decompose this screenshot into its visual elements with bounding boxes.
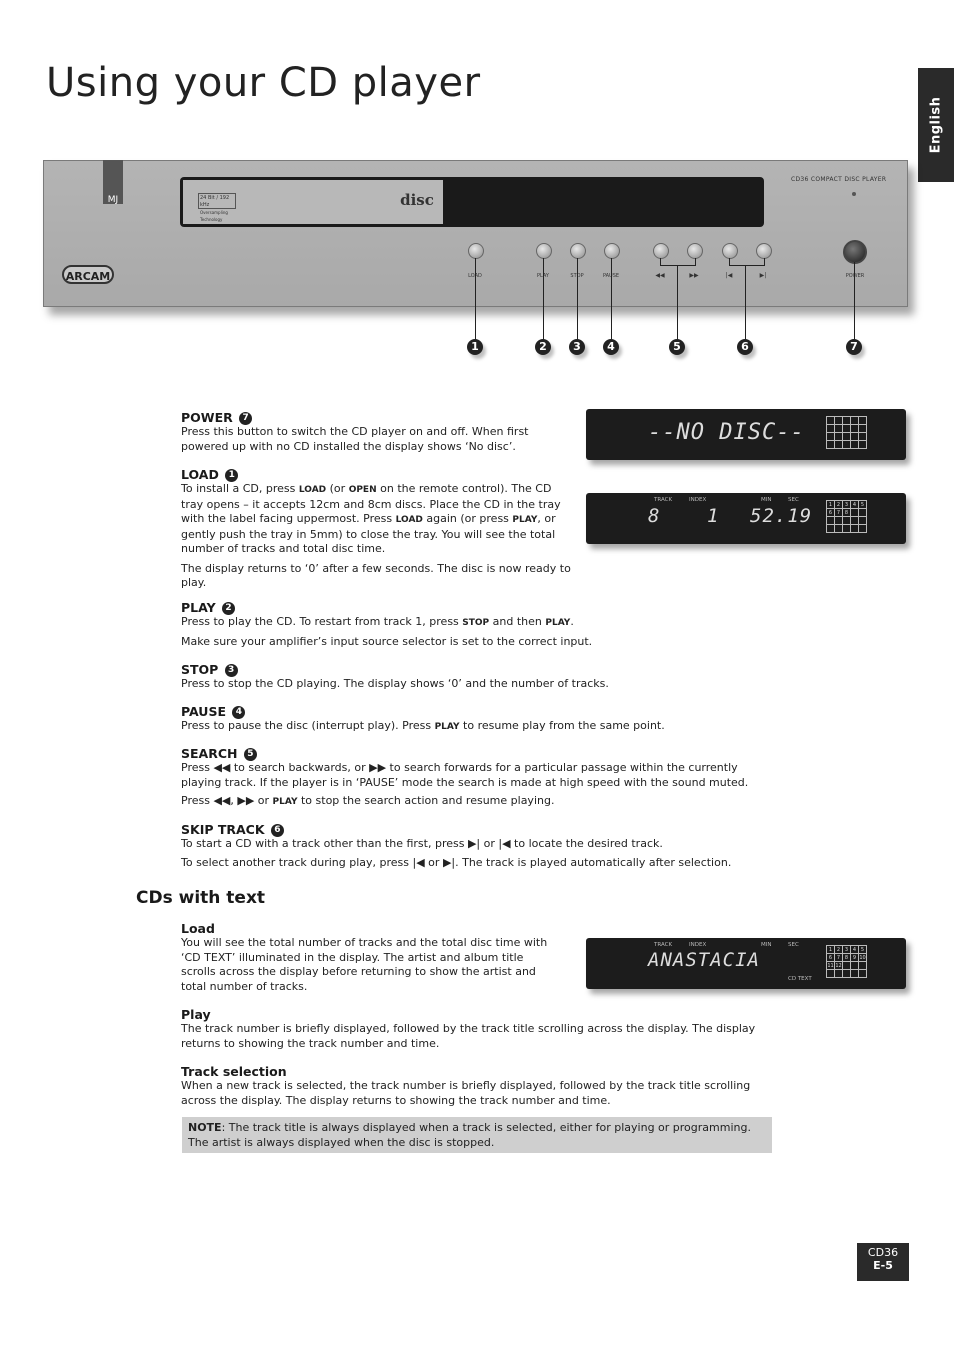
display-3-cd-text-indicator: CD TEXT [788, 976, 812, 982]
search-section [181, 746, 781, 810]
display-2-min-label: MIN [761, 497, 772, 503]
pause-button-label: PAUSE [602, 273, 620, 279]
skip-p2-b: or [424, 855, 443, 869]
search-number-icon: 5 [244, 748, 257, 761]
load-text-5: , or gently push the tray in 5mm) to close the tray. You will see the total number of tracks and total disc time. [181, 512, 556, 555]
stop-button-icon [570, 243, 586, 259]
callout-line-3 [577, 258, 578, 340]
skip-track-number-icon: 6 [271, 824, 284, 837]
callout-5: 5 [669, 339, 685, 355]
rewind-icon: ◀◀ [213, 761, 231, 774]
search-text-3: to search forwards for a particular passage within the currently playing track. If the player is in ‘PAUSE’ mode the search is made at high speed with the sound muted. [181, 761, 749, 789]
power-text: Press this button to switch the CD player on and off. When first powered up with no CD installed the display shows ‘No disc’. [181, 425, 529, 453]
callout-7: 7 [846, 339, 862, 355]
search-p2-d: to stop the search action and resume playing. [297, 794, 555, 807]
search-text-2: to search backwards, or [230, 761, 370, 774]
load-number-icon: 1 [225, 469, 238, 482]
load-text-4: again (or press [422, 512, 513, 525]
load-heading [181, 467, 571, 482]
search-heading-text: SEARCH [181, 746, 238, 761]
load-kw-1: LOAD [298, 485, 327, 495]
play-kw-1: STOP [462, 618, 490, 628]
grid-cell: 5 [859, 501, 867, 509]
power-heading [181, 410, 571, 425]
display-2-sec-label: SEC [788, 497, 799, 503]
fast-forward-icon: ▶▶ [237, 794, 255, 807]
display-3-sec-label: SEC [788, 942, 799, 948]
stop-text: Press to stop the CD playing. The display shows ‘0’ and the number of tracks. [181, 677, 609, 690]
play-button-label: PLAY [536, 273, 549, 279]
power-section [181, 410, 571, 454]
play-text-2-paragraph: Make sure your amplifier’s input source selector is set to the correct input. [181, 634, 593, 648]
pause-heading-text: PAUSE [181, 704, 226, 719]
play-button-icon [536, 243, 552, 259]
grid-cell: 12 [835, 962, 842, 969]
previous-track-icon: |◀ [412, 855, 425, 869]
search-text-2-paragraph [181, 794, 781, 810]
load-text-1: To install a CD, press [181, 482, 299, 495]
cds-with-text-heading: CDs with text [136, 888, 266, 908]
grid-cell: 2 [835, 946, 843, 954]
model-label: CD36 COMPACT DISC PLAYER [791, 176, 887, 183]
cdtext-play-heading: Play [181, 1007, 211, 1022]
rewind-icon: ◀◀ [213, 794, 231, 807]
display-3-index-label: INDEX [689, 942, 707, 948]
note-body: : The track title is always displayed when a track is selected, either for playing or programming. The artist is always displayed when the disc is stopped. [188, 1121, 751, 1149]
mj-tab [103, 160, 123, 204]
callout-line-7 [854, 262, 855, 340]
footer-model: CD36 [867, 1246, 899, 1259]
rewind-button-icon [653, 243, 669, 259]
search-p2-c: or [254, 794, 273, 807]
note-label: NOTE [188, 1121, 222, 1134]
language-tab [918, 68, 954, 182]
display-2-time-value: 52.19 [750, 505, 813, 527]
play-text-1: Press to play the CD. To restart from track 1, press [181, 615, 463, 628]
play-heading-text: PLAY [181, 600, 216, 615]
search-text-1: Press [181, 761, 214, 774]
grid-cell: 1 [827, 946, 835, 954]
page-footer-tab [857, 1243, 909, 1281]
next-track-icon: ▶| [467, 837, 481, 850]
load-button-icon [468, 243, 484, 259]
grid-cell: 10 [859, 954, 866, 961]
skip-track-section [181, 822, 781, 870]
badge-24bit [198, 193, 236, 222]
display-2-index-label: INDEX [689, 497, 707, 503]
stop-section [181, 662, 781, 692]
badge-24bit-text: 24 Bit / 192 kHz [200, 195, 230, 208]
grid-cell: 3 [843, 946, 851, 954]
callout-2: 2 [535, 339, 551, 355]
grid-cell: 3 [843, 501, 851, 509]
search-p2-kw: PLAY [272, 797, 298, 807]
play-kw-2: PLAY [545, 618, 571, 628]
play-heading [181, 600, 781, 615]
power-heading-text: POWER [181, 410, 233, 425]
display-3-track-grid [826, 945, 867, 978]
skip-track-heading-text: SKIP TRACK [181, 822, 265, 837]
search-heading [181, 746, 781, 761]
pause-section [181, 704, 781, 735]
display-1-track-grid [826, 416, 867, 449]
arcam-logo: ARCAM [62, 265, 114, 284]
load-section [181, 467, 571, 591]
cdtext-track-section [181, 1064, 781, 1108]
search-p2-a: Press [181, 794, 214, 807]
display-2-track-value: 8 [648, 505, 661, 527]
callout-line-4 [611, 258, 612, 340]
mj-label: MJ [107, 195, 119, 205]
cdtext-load-section [181, 921, 561, 994]
load-text-2: (or [326, 482, 349, 495]
grid-cell: 7 [835, 509, 843, 517]
grid-cell: 7 [835, 954, 843, 962]
grid-cell: 8 [843, 509, 851, 517]
cdtext-load-heading: Load [181, 921, 215, 936]
compact-disc-logo: disc [400, 191, 434, 209]
grid-cell: 8 [843, 954, 851, 962]
display-2-index-value: 1 [707, 505, 720, 527]
display-3-min-label: MIN [761, 942, 772, 948]
grid-cell: 9 [851, 954, 859, 962]
fast-forward-icon: ▶▶ [369, 761, 387, 774]
skip-bracket [729, 258, 765, 266]
power-button-label: POWER [845, 273, 865, 279]
search-text [181, 761, 781, 790]
fast-forward-button-label: ▶▶ [689, 272, 699, 279]
grid-cell: 6 [827, 509, 835, 517]
stop-number-icon: 3 [225, 664, 238, 677]
language-label: English [928, 96, 944, 154]
play-text [181, 615, 781, 631]
grid-cell: 4 [851, 946, 859, 954]
load-text [181, 482, 571, 557]
cdtext-play-section [181, 1007, 781, 1051]
load-kw-2: OPEN [348, 485, 377, 495]
previous-track-icon: |◀ [498, 837, 511, 850]
footer-page-number: E-5 [873, 1259, 893, 1272]
cdtext-load-text: You will see the total number of tracks and the total disc time with ‘CD TEXT’ illuminated in the display. The artist and album title scrolls across the display before returning to show the artist and total number of tracks. [181, 936, 548, 993]
display-2-track-grid [826, 500, 867, 533]
load-text-2-paragraph: The display returns to ‘0’ after a few seconds. The disc is now ready to play. [181, 561, 571, 589]
callout-1: 1 [467, 339, 483, 355]
skip-p2-a: To select another track during play, press [181, 855, 413, 869]
callout-6: 6 [737, 339, 753, 355]
pause-heading [181, 704, 781, 719]
load-button-label: LOAD [468, 273, 482, 279]
callout-line-1 [475, 258, 476, 340]
grid-cell: 1 [827, 501, 835, 509]
note-text [188, 1121, 768, 1150]
next-track-button-label: ▶| [759, 272, 767, 279]
callout-3: 3 [569, 339, 585, 355]
stop-heading-text: STOP [181, 662, 219, 677]
skip-text-2: or [480, 837, 499, 850]
previous-track-button-label: |◀ [725, 272, 733, 279]
load-kw-4: PLAY [512, 515, 538, 525]
cdtext-play-text: The track number is briefly displayed, followed by the track title scrolling across the display. The display returns to showing the track number and time. [181, 1022, 756, 1050]
display-3-track-label: TRACK [654, 942, 673, 948]
pause-text-2: to resume play from the same point. [459, 719, 665, 732]
display-2-track-label: TRACK [654, 497, 673, 503]
display-3-artist-text: ANASTACIA [648, 949, 760, 971]
power-number-icon: 7 [239, 412, 252, 425]
search-bracket [660, 258, 696, 266]
callout-line-2 [543, 258, 544, 340]
grid-cell: 11 [827, 962, 834, 969]
play-section [181, 600, 781, 649]
stop-button-label: STOP [570, 273, 584, 279]
rewind-button-label: ◀◀ [655, 272, 665, 279]
cdtext-track-heading: Track selection [181, 1064, 287, 1079]
display-no-disc-text: --NO DISC-- [648, 420, 805, 445]
skip-track-text-2-paragraph [181, 856, 781, 871]
grid-cell: 4 [851, 501, 859, 509]
pause-button-icon [604, 243, 620, 259]
power-button-icon [843, 240, 867, 264]
grid-cell: 5 [859, 946, 867, 954]
play-text-2: and then [489, 615, 546, 628]
play-number-icon: 2 [222, 602, 235, 615]
pause-text [181, 719, 781, 735]
stop-heading [181, 662, 781, 677]
skip-text-3: to locate the desired track. [510, 837, 663, 850]
previous-track-button-icon [722, 243, 738, 259]
page-title: Using your CD player [46, 60, 481, 106]
skip-p2-c: . The track is played automatically after selection. [455, 855, 732, 869]
next-track-icon: ▶| [442, 855, 456, 869]
callout-line-6 [745, 265, 746, 340]
skip-track-text [181, 837, 781, 852]
search-p2-b: , [230, 794, 238, 807]
load-kw-3: LOAD [395, 515, 423, 525]
pause-text-1: Press to pause the disc (interrupt play). Press [181, 719, 435, 732]
callout-line-5 [677, 265, 678, 340]
load-heading-text: LOAD [181, 467, 219, 482]
play-text-3: . [570, 615, 574, 628]
grid-cell: 6 [827, 954, 835, 962]
pause-kw-1: PLAY [434, 722, 460, 732]
power-led-icon [852, 192, 856, 196]
callout-4: 4 [603, 339, 619, 355]
fast-forward-button-icon [687, 243, 703, 259]
pause-number-icon: 4 [232, 706, 245, 719]
load-text-3: on the remote control). The CD tray opens – it accepts 12cm and 8cm discs. Place the CD in the tray with the label facing uppermost. Press [181, 482, 561, 525]
cdtext-track-text: When a new track is selected, the track number is briefly displayed, followed by the track title scrolling across the display. The display returns to showing the track number and time. [181, 1079, 751, 1107]
grid-cell: 2 [835, 501, 843, 509]
skip-text-1: To start a CD with a track other than the first, press [181, 837, 468, 850]
skip-track-heading [181, 822, 781, 837]
badge-24bit-sub: Oversampling Technology [200, 210, 228, 222]
next-track-button-icon [756, 243, 772, 259]
